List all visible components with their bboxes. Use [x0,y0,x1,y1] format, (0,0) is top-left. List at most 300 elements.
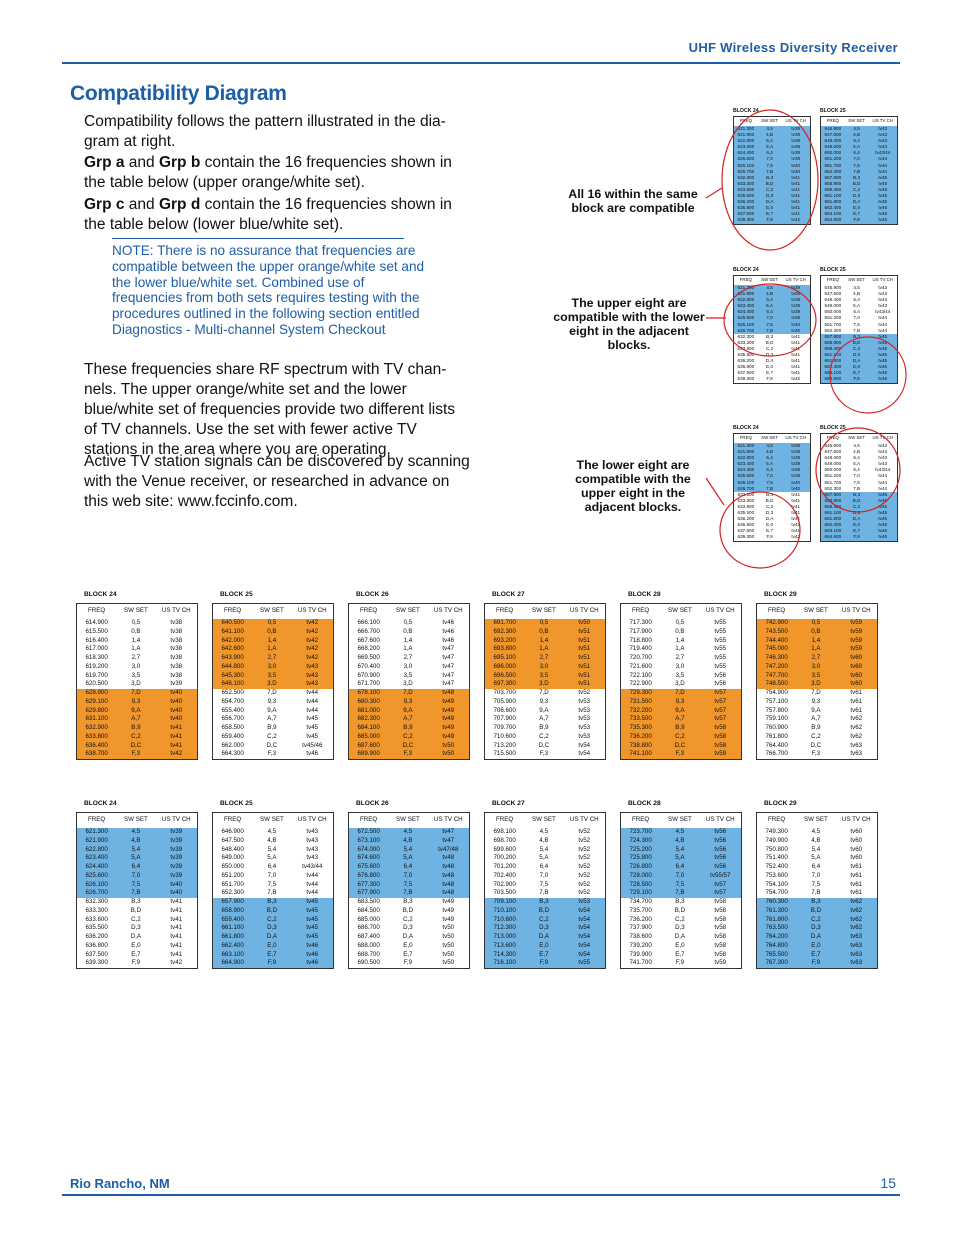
freq-cell: 764.400 [765,741,788,749]
table-row [77,854,198,863]
freq-cell: 736.200 [621,733,661,742]
tv-channel-cell: tv38 [170,671,183,679]
tv-channel-cell: tv41 [791,522,801,528]
tv-channel-cell: tv45 [868,187,897,193]
table-row [757,872,878,881]
freq-cell: 714.300 [485,951,525,960]
sw-set-cell: E,7 [796,951,835,960]
sw-set-cell: 6,4 [853,467,860,473]
freq-cell: 702.400 [493,871,516,879]
column-header: SW SET [761,277,778,283]
freq-cell: 752.400 [765,863,788,870]
freq-cell: 728.500 [621,881,661,890]
tv-channel-cell: tv41 [791,345,801,351]
freq-cell: 650.000 [824,309,842,315]
freq-cell: 635.500 [85,924,108,932]
tv-channel-cell: tv40 [781,163,810,169]
tv-channel-cell: tv61 [850,871,863,879]
sw-set-cell: E,7 [403,950,413,958]
column-header: US TV CH [433,607,463,615]
table-row [349,645,470,654]
table-row [621,916,742,925]
table-row [77,742,198,751]
tv-channel-cell: tv39 [781,126,810,132]
freq-cell: 693.800 [485,645,525,654]
freq-cell: 647.500 [821,132,845,138]
column-header: SW SET [668,816,692,824]
tv-channel-cell: tv62 [836,916,878,925]
freq-cell: 637.500 [85,950,108,958]
table-row [213,689,334,698]
freq-cell: 686.700 [357,924,380,932]
freq-cell: 636.800 [737,364,755,370]
tv-channel-cell: tv45 [306,724,319,731]
tv-channel-cell: tv46 [868,211,897,217]
sw-set-cell: 4,B [660,837,699,846]
tv-channel-cell: tv58 [700,733,742,742]
table-row [77,698,198,707]
sw-set-cell: B,3 [845,334,869,340]
freq-cell: 741.100 [621,750,661,759]
tv-channel-cell: tv63 [836,933,878,942]
freq-cell: 707.900 [493,715,516,723]
table-header-row [485,813,606,829]
column-header: SW SET [532,816,556,824]
freq-cell: 651.200 [824,473,842,479]
table-row [621,733,742,742]
column-header: US TV CH [785,277,806,283]
freq-cell: 697.300 [485,680,525,689]
table-row [485,907,606,916]
tv-channel-cell: tv49 [428,715,470,724]
sw-set-cell: D,C [810,741,822,749]
sw-set-cell: C,2 [524,916,563,925]
page-title: Compatibility Diagram [70,82,287,105]
table-row [77,654,198,663]
tv-channel-cell: tv44 [306,689,319,696]
callout-lower-eight: The lower eight are compatible with the upper eight in the adjacent blocks. [575,458,691,514]
freq-cell: 689.900 [349,750,389,759]
table-row [213,680,334,689]
freq-cell: 721.600 [629,662,652,670]
tv-channel-cell: tv48 [428,889,470,898]
grp-b-term: Grp b [158,154,201,171]
sw-set-cell: 7,5 [853,479,860,485]
tv-channel-cell: tv58 [714,950,727,958]
column-header: US TV CH [161,607,191,615]
tv-channel-cell: tv39 [156,828,198,837]
table-row [485,837,606,846]
sw-set-cell: 1,A [796,645,835,654]
tv-channel-cell: tv39 [781,473,810,479]
table-row [621,654,742,663]
column-header: SW SET [668,607,692,615]
sw-set-cell: B,3 [845,175,869,181]
freq-cell: 666.100 [357,619,380,626]
sw-set-cell: C,2 [252,916,291,925]
tv-channel-cell: tv52 [578,828,591,835]
freq-cell: 624.400 [77,863,117,872]
sw-set-cell: 0,B [524,628,563,637]
column-header: FREQ [826,118,839,124]
tv-channel-cell: tv51 [564,645,606,654]
sw-set-cell: F,9 [766,376,773,382]
table-row [349,637,470,646]
freq-cell: 626.100 [734,480,758,486]
freq-cell: 754.700 [765,889,788,897]
freq-cell: 658.900 [821,498,845,504]
tv-channel-cell: tv41 [791,503,801,509]
highlight-ellipse [722,110,818,250]
freq-cell: 636.200 [734,199,758,205]
freq-cell: 690.500 [357,959,380,967]
sw-set-cell: C,2 [539,732,549,740]
tv-channel-cell: tv51 [564,654,606,663]
table-row [485,898,606,907]
table-row [757,742,878,751]
tv-channel-cell: tv60 [850,845,863,853]
paragraph-tv-channels: These frequencies share RF spectrum with TV chan-nels. The upper orange/white set and the lower blue/white set of frequencies provide two different lists of TV channels. Use the set with fewer active TV stations in the area where you are operating. [84,361,456,458]
column-header: FREQ [632,607,650,615]
block-label: BLOCK 26 [356,800,389,807]
sw-set-cell: E,7 [131,950,141,958]
sw-set-cell: A,7 [116,715,155,724]
tv-channel-cell: tv62 [850,724,863,731]
tv-channel-cell: tv45 [868,510,897,516]
sw-set-cell: A,7 [539,715,549,723]
sw-set-cell: F,3 [267,750,277,758]
table-row [621,872,742,881]
sw-set-cell: 7,5 [660,881,699,890]
freq-cell: 626.100 [77,881,117,890]
freq-cell: 622.800 [77,846,117,855]
freq-cell: 670.900 [357,671,380,679]
tv-channel-cell: tv43 [878,297,888,303]
sw-set-cell: 9,3 [116,698,155,707]
sw-set-cell: 7,D [660,689,699,698]
tv-channel-cell: tv54 [564,942,606,951]
block-label: BLOCK 27 [492,591,525,598]
column-header: US TV CH [872,435,893,441]
sw-set-cell: E,0 [766,522,774,528]
table-row [621,698,742,707]
tv-channel-cell: tv45 [868,358,897,364]
tv-channel-cell: tv43 [292,663,334,672]
freq-cell: 637.500 [737,370,755,376]
tv-channel-cell: tv42 [791,534,801,540]
tv-channel-cell: tv46 [868,217,897,224]
tv-channel-cell: tv39 [156,863,198,872]
sw-set-cell: 7,5 [116,881,155,890]
freq-cell: 703.700 [493,689,516,696]
freq-cell: 681.000 [349,707,389,716]
sw-set-cell: 5,A [660,854,699,863]
sw-set-cell: F,9 [524,959,563,968]
sw-set-cell: C,2 [388,733,427,742]
sw-set-cell: 5,A [267,854,277,862]
table-header-row [621,604,742,620]
tv-channel-cell: tv40 [156,698,198,707]
sw-set-cell: 7,B [539,889,549,897]
sw-set-cell: D,A [796,933,835,942]
table-row [757,959,878,968]
freq-cell: 749.300 [765,828,788,835]
tv-channel-cell: tv46 [292,942,334,951]
tv-channel-cell: tv54 [564,951,606,960]
freq-cell: 655.400 [221,706,244,714]
sw-set-cell: C,2 [845,187,869,193]
freq-cell: 616.400 [85,636,108,644]
grp-c-term: Grp c [84,196,125,213]
table-row [485,863,606,872]
table-row [213,863,334,872]
tv-channel-cell: tv55 [714,636,727,644]
table-header-row [349,604,470,620]
tv-channel-cell: tv49 [442,906,455,914]
sw-set-cell: E,0 [252,942,291,951]
tv-channel-cell: tv44 [878,479,888,485]
sw-set-cell: D,3 [758,193,782,199]
table-row [77,916,198,925]
freq-cell: 664.900 [213,959,253,968]
sw-set-cell: 3,0 [796,663,835,672]
freq-cell: 662.400 [213,942,253,951]
block-label: BLOCK 24 [84,800,117,807]
freq-cell: 710.600 [493,732,516,740]
sw-set-cell: 5,A [758,303,782,309]
freq-cell: 676.800 [349,872,389,881]
sw-set-cell: F,9 [845,534,869,541]
sw-set-cell: 7,5 [845,163,869,169]
running-header: UHF Wireless Diversity Receiver [688,40,898,55]
freq-cell: 664.900 [821,534,845,541]
freq-cell: 658.900 [821,181,845,187]
table-row [485,828,606,837]
freq-cell: 633.300 [737,339,755,345]
table-row [77,907,198,916]
freq-cell: 751.400 [765,854,788,862]
table-row [621,663,742,672]
sw-set-cell: E,0 [796,942,835,951]
block-label: BLOCK 27 [492,800,525,807]
tv-channel-cell: tv55 [714,627,727,635]
frequency-table [76,603,198,760]
sw-set-cell: 7,0 [845,156,869,162]
sw-set-cell: 3,D [403,680,413,688]
freq-cell: 633.600 [85,915,108,923]
freq-cell: 713.200 [493,741,516,749]
tv-channel-cell: tv58 [700,724,742,733]
tv-channel-cell: tv50 [428,750,470,759]
freq-cell: 744.400 [757,637,797,646]
table-row [621,707,742,716]
sw-set-cell: 4,B [758,132,782,138]
sw-set-cell: 0,5 [524,619,563,628]
freq-cell: 684.100 [349,724,389,733]
freq-cell: 619.700 [85,671,108,679]
table-row [77,689,198,698]
freq-cell: 684.500 [357,906,380,914]
freq-cell: 625.600 [734,473,758,479]
freq-cell: 659.400 [221,732,244,740]
sw-set-cell: 7,5 [539,880,549,888]
table-row [349,907,470,916]
tv-channel-cell: tv58 [714,906,727,914]
sw-set-cell: 1,4 [796,637,835,646]
tv-channel-cell: tv59 [714,959,727,967]
freq-cell: 648.400 [821,138,845,144]
tv-channel-cell: tv39 [781,132,810,138]
table-row [213,889,334,898]
tv-channel-cell: tv43/44 [875,309,891,315]
sw-set-cell: A,7 [660,715,699,724]
tv-channel-cell: tv47 [442,645,455,653]
table-row [757,672,878,681]
tv-channel-cell: tv47 [442,680,455,688]
tv-channel-cell: tv62 [850,732,863,740]
tv-channel-cell: tv56 [714,671,727,679]
tv-channel-cell: tv41 [791,352,801,358]
freq-cell: 626.700 [734,486,758,492]
sw-set-cell: 1,A [675,645,685,653]
sw-set-cell: F,9 [252,959,291,968]
tv-channel-cell: tv41 [170,898,183,905]
table-row [349,680,470,689]
tv-channel-cell: tv48 [428,854,470,863]
sw-set-cell: 9,A [539,706,549,714]
tv-channel-cell: tv41 [791,528,801,534]
sw-set-cell: B,D [402,906,414,914]
sw-set-cell: C,2 [765,503,774,509]
sw-set-cell: 0,B [403,627,413,635]
tv-channel-cell: tv41 [170,941,183,949]
tv-channel-cell: tv57 [700,715,742,724]
table-row [213,846,334,855]
sw-set-cell: 4,5 [116,828,155,837]
column-header: SW SET [396,816,420,824]
sw-set-cell: 3,5 [403,671,413,679]
table-row [621,942,742,951]
sw-set-cell: F,9 [845,217,869,224]
freq-cell: 645.300 [213,672,253,681]
table-row [213,619,334,628]
tv-channel-cell: tv50 [428,742,470,751]
freq-cell: 649.000 [221,854,244,862]
table-row [621,628,742,637]
sw-set-cell: E,7 [766,528,774,534]
sw-set-cell: D,A [252,933,291,942]
tv-channel-cell: tv39 [781,449,810,455]
sw-set-cell: F,3 [811,750,821,758]
freq-cell: 677.900 [349,889,389,898]
column-header: US TV CH [841,816,871,824]
tv-channel-cell: tv42 [156,750,198,759]
tv-channel-cell: tv42 [292,619,334,628]
tv-channel-cell: tv46 [868,370,897,376]
table-row [77,707,198,716]
freq-cell: 652.300 [824,327,842,333]
table-row [349,724,470,733]
tv-channel-cell: tv38 [170,619,183,626]
freq-cell: 651.700 [821,163,845,169]
table-row [77,924,198,933]
sw-set-cell: 9,A [388,707,427,716]
tv-channel-cell: tv61 [850,880,863,888]
table-row [757,907,878,916]
tv-channel-cell: tv44 [306,697,319,705]
tv-channel-cell: tv39 [781,138,810,144]
tv-channel-cell: tv49 [428,733,470,742]
column-header: SW SET [761,435,778,441]
column-header: FREQ [632,816,650,824]
table-row [485,942,606,951]
table-row [757,654,878,663]
freq-cell: 651.200 [221,871,244,879]
tv-channel-cell: tv47/48 [428,846,470,855]
sw-set-cell: B,9 [116,724,155,733]
freq-cell: 635.500 [737,510,755,516]
table-row [213,898,334,907]
column-header: US TV CH [785,435,806,441]
freq-cell: 670.400 [357,662,380,670]
sw-set-cell: D,A [845,358,869,364]
table-header-row [621,813,742,829]
page-number: 15 [880,1175,896,1191]
tv-channel-cell: tv59 [836,628,878,637]
column-header: FREQ [88,816,106,824]
sw-set-cell: B,9 [267,724,277,731]
freq-cell: 652.300 [821,169,845,175]
table-row [213,742,334,751]
tv-channel-cell: tv43 [878,303,888,309]
tv-channel-cell: tv40 [781,328,810,334]
freq-cell: 652.300 [221,889,244,897]
grp-ab-text: contain the 16 frequencies shown in the table below (upper orange/white set). [84,154,452,191]
sw-set-cell: 6,4 [811,863,821,870]
tv-channel-cell: tv48 [428,689,470,698]
freq-cell: 650.000 [221,863,244,870]
sw-set-cell: 3,D [675,680,685,688]
sw-set-cell: B,3 [845,492,869,498]
sw-set-cell: A,7 [388,715,427,724]
sw-set-cell: E,0 [845,364,869,370]
freq-cell: 760.900 [765,724,788,731]
sw-set-cell: 5,4 [853,297,860,303]
sw-set-cell: 7,0 [267,871,277,879]
sw-set-cell: 7,B [758,486,782,492]
freq-cell: 639.300 [85,959,108,967]
freq-cell: 661.100 [821,510,845,516]
tv-channel-cell: tv58 [714,924,727,932]
sw-set-cell: F,9 [675,959,685,967]
freq-cell: 757.800 [765,706,788,714]
table-row [349,889,470,898]
table-row [349,828,470,837]
table-row [485,733,606,742]
sw-set-cell: C,2 [796,916,835,925]
tv-channel-cell: tv53 [578,697,591,705]
table-row [213,916,334,925]
tv-channel-cell: tv53 [578,732,591,740]
sw-set-cell: 9,3 [267,697,277,705]
tv-channel-cell: tv41 [781,205,810,211]
sw-set-cell: 7,5 [853,321,860,327]
tv-channel-cell: tv39 [781,297,810,303]
freq-cell: 651.700 [221,880,244,888]
sw-set-cell: D,C [266,741,278,749]
sw-set-cell: 1,4 [675,636,685,644]
tv-channel-cell: tv45/46 [302,741,323,749]
